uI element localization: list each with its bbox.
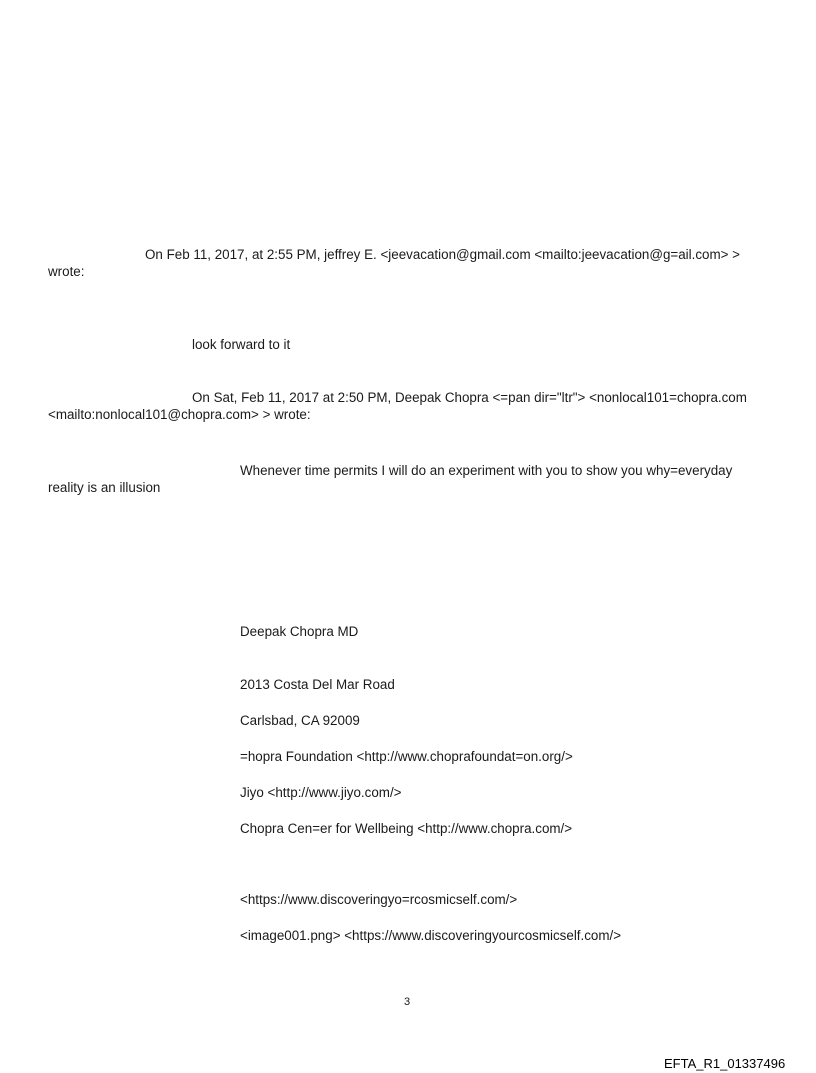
signature-address-city: Carlsbad, CA 92009 — [240, 713, 360, 728]
bates-id: EFTA_R1_01337496 — [664, 1056, 786, 1071]
quoted-body-text: Whenever time permits I will do an experiment with you to show you why=everyday — [240, 463, 733, 478]
signature-link-cosmicself: <https://www.discoveringyo=rcosmicself.com/> — [240, 892, 518, 907]
quoted-header-line: <mailto:nonlocal101@chopra.com> > wrote: — [48, 407, 311, 422]
reply-body-text: look forward to it — [192, 337, 291, 352]
signature-link-jiyo: Jiyo <http://www.jiyo.com/> — [240, 785, 402, 800]
quoted-body-text: reality is an illusion — [48, 480, 161, 495]
signature-link-wellbeing: Chopra Cen=er for Wellbeing <http://www.chopra.com/> — [240, 821, 573, 836]
signature-link-foundation: =hopra Foundation <http://www.choprafoundat=on.org/> — [240, 749, 573, 764]
signature-name: Deepak Chopra MD — [240, 624, 359, 639]
quoted-header-line: On Sat, Feb 11, 2017 at 2:50 PM, Deepak Chopra <=pan dir="ltr"> <nonlocal101=chopra.com — [192, 390, 747, 405]
signature-link-image: <image001.png> <https://www.discoveringyourcosmicself.com/> — [240, 928, 622, 943]
reply-header-line: On Feb 11, 2017, at 2:55 PM, jeffrey E. <jeevacation@gmail.com <mailto:jeevacation@g=ail.com> > — [145, 247, 740, 262]
reply-header-line: wrote: — [48, 264, 85, 279]
page-number: 3 — [404, 996, 411, 1008]
signature-address-street: 2013 Costa Del Mar Road — [240, 677, 395, 692]
